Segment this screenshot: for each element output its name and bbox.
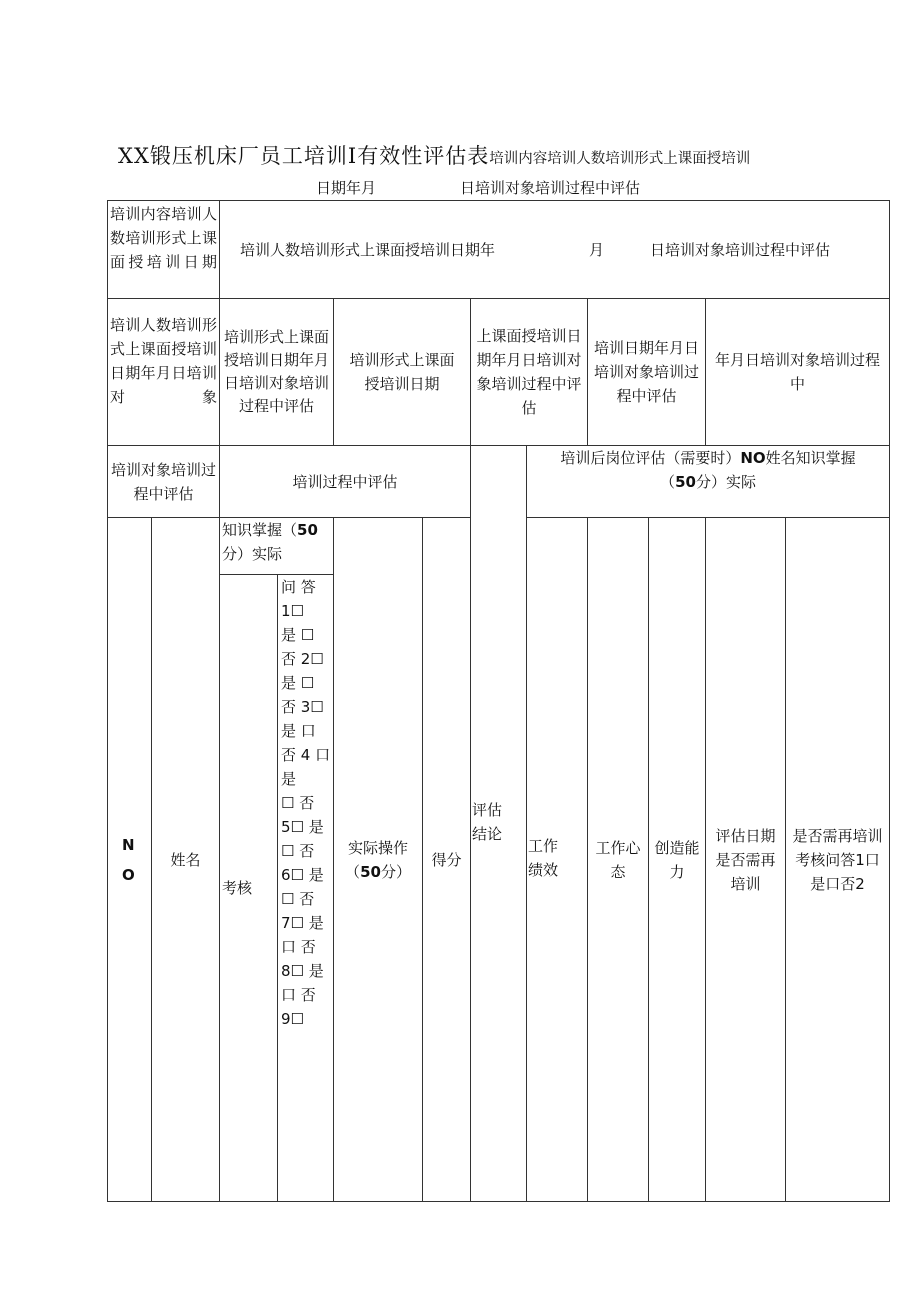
row2-cell-6: 年月日培训对象培训过程中 (705, 298, 890, 446)
qa-line: 是 ☐ (281, 626, 315, 644)
qa-line: ☐ 否 (281, 842, 315, 860)
title-trailing-text: 培训内容培训人数培训形式上课面授培训 (489, 151, 751, 167)
subtitle-part-b: 日培训对象培训过程中评估 (460, 179, 641, 197)
qa-line: 是 口 (281, 722, 316, 740)
qa-line: 1☐ (281, 602, 304, 620)
row3-text-d: （ (660, 473, 676, 491)
row3-text-no: NO (740, 449, 766, 467)
qa-line: 否 2☐ (281, 650, 324, 668)
row1-text-a: 培训人数培训形式上课面授培训日期年 (240, 241, 496, 259)
performance-text: 工作绩效 (528, 837, 559, 879)
qa-cell (277, 574, 334, 1202)
row2-cell-2: 培训形式上课面授培训日期年月日培训对象培训过程中评估 (219, 298, 334, 446)
row2-cell-4: 上课面授培训日期年月日培训对象培训过程中评估 (470, 298, 588, 446)
row3-text-a: 培训后岗位评估（需要时） (560, 449, 741, 467)
knowledge-header-cell (219, 517, 334, 575)
exam-cell: 考核 (219, 574, 278, 1202)
qa-line: 是 (281, 770, 297, 788)
eval-date-cell: 评估日期是否需再培训 (705, 517, 786, 1202)
row1-text-b: 月 (589, 241, 605, 259)
knowledge-text-a: 知识掌握（ (222, 521, 298, 539)
row3-cell-1: 培训对象培训过程中评估 (107, 445, 220, 518)
row1-text-c: 日培训对象培训过程中评估 (650, 241, 831, 259)
practice-text-d: 分） (380, 862, 411, 881)
qa-line: 问 答 (281, 578, 316, 596)
conclusion-text: 评估结论 (472, 801, 503, 843)
row2-cell-1: 培训人数培训形式上课面授培训日期年月日培训对象 (107, 298, 220, 446)
knowledge-text-b: 50 (297, 521, 318, 539)
no-letter-n: N (122, 836, 135, 854)
qa-line: ☐ 否 (281, 890, 315, 908)
qa-line: 7☐ 是 (281, 914, 324, 932)
qa-line: 6☐ 是 (281, 866, 324, 884)
row3-cell-2: 培训过程中评估 (219, 445, 471, 518)
subtitle-part-a: 日期年月 (316, 179, 377, 197)
attitude-cell: 工作心态 (587, 517, 649, 1202)
row3-text-f: 分）实际 (695, 473, 756, 491)
qa-line: 是 ☐ (281, 674, 315, 692)
no-cell (107, 517, 152, 1202)
page-title (0, 140, 920, 170)
row3-text-e: 50 (675, 473, 696, 491)
practice-text-b: （ (345, 862, 361, 881)
qa-list (281, 575, 331, 1031)
practice-text-c: 50 (360, 862, 381, 881)
row3-text-c: 姓名知识掌握 (765, 449, 856, 467)
practice-text-a: 实际操作 (347, 838, 408, 857)
row1-label-cell: 培训内容培训人数培训形式上课面授培训日期 (107, 200, 220, 299)
qa-line: ☐ 否 (281, 794, 315, 812)
row2-cell-3: 培训形式上课面授培训日期 (333, 298, 471, 446)
qa-line: 口 否 (281, 938, 316, 956)
conclusion-cell (470, 445, 527, 1202)
creativity-cell: 创造能力 (648, 517, 706, 1202)
no-letter-o: O (122, 866, 135, 884)
row2-cell-5: 培训日期年月日培训对象培训过程中评估 (587, 298, 706, 446)
title-main: XX锻压机床厂员工培训Ⅰ有效性评估表 (118, 144, 490, 168)
name-cell: 姓名 (151, 517, 220, 1202)
qa-line: 8☐ 是 (281, 962, 324, 980)
performance-cell (526, 517, 588, 1202)
qa-line: 口 否 (281, 986, 316, 1004)
qa-line: 否 4 口 (281, 746, 331, 764)
practice-cell (333, 517, 423, 1202)
score-cell: 得分 (422, 517, 471, 1202)
row1-content-cell (219, 200, 890, 299)
qa-line: 否 3☐ (281, 698, 324, 716)
knowledge-text-c: 分）实际 (222, 545, 283, 563)
retrain-cell: 是否需再培训考核问答1口是口否2 (785, 517, 890, 1202)
qa-line: 9☐ (281, 1010, 304, 1028)
qa-line: 5☐ 是 (281, 818, 324, 836)
row3-cell-3 (526, 445, 890, 518)
